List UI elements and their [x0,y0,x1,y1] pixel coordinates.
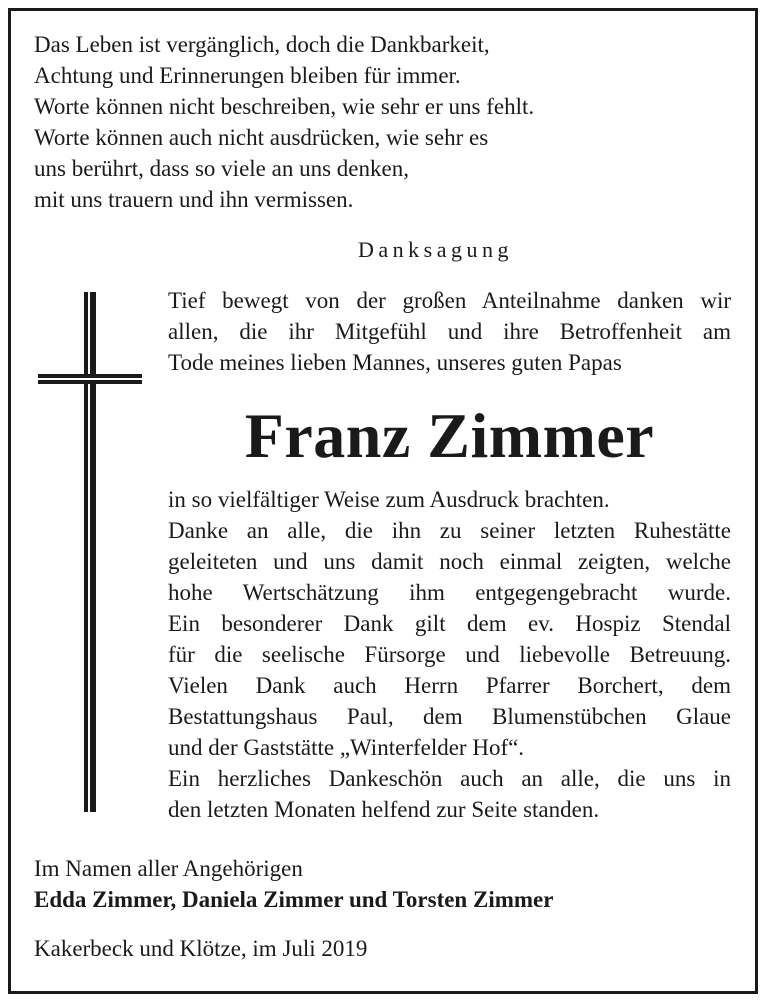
poem-line: uns berührt, dass so viele an uns denken, [34,156,409,181]
signature-names: Edda Zimmer, Daniela Zimmer und Torsten Zimmer [34,887,554,912]
memorial-poem [34,29,534,215]
cross-icon [36,290,146,814]
body-line: Danke an alle, die ihn zu seiner letzten Ruhestätte [168,518,731,543]
intro-line: Tief bewegt von der großen Anteilnahme danken wir [168,288,731,313]
notice-heading: Danksagung [358,237,513,262]
place-date: Kakerbeck und Klötze, im Juli 2019 [34,936,368,961]
body-line: Bestattungshaus Paul, dem Blumenstübchen Glaue [168,704,731,729]
intro-line: Tode meines lieben Mannes, unseres guten Papas [168,350,622,375]
poem-line: Das Leben ist vergänglich, doch die Dankbarkeit, [34,32,490,57]
body-line: hohe Wertschätzung ihm entgegengebracht wurde. [168,580,731,605]
body-line: geleiteten und uns damit noch einmal zeigten, welche [168,549,731,574]
intro-line: allen, die ihr Mitgefühl und ihre Betroffenheit am [168,319,731,344]
deceased-name: Franz Zimmer [244,400,655,471]
poem-line: mit uns trauern und ihn vermissen. [34,187,354,212]
body-line: Vielen Dank auch Herrn Pfarrer Borchert, dem [168,673,731,698]
body-line: in so vielfältiger Weise zum Ausdruck brachten. [168,487,610,512]
thanks-paragraph [168,484,731,825]
intro-paragraph [168,285,731,378]
body-line: Ein herzliches Dankeschön auch an alle, die uns in [168,766,731,791]
body-line: für die seelische Fürsorge und liebevolle Betreuung. [168,642,731,667]
poem-line: Worte können auch nicht ausdrücken, wie sehr es [34,125,489,150]
poem-line: Worte können nicht beschreiben, wie sehr er uns fehlt. [34,94,535,119]
signature-preface: Im Namen aller Angehörigen [34,856,303,881]
body-line: und der Gaststätte „Winterfelder Hof“. [168,735,525,760]
body-line: den letzten Monaten helfend zur Seite standen. [168,797,600,822]
body-line: Ein besonderer Dank gilt dem ev. Hospiz Stendal [168,611,731,636]
poem-line: Achtung und Erinnerungen bleiben für immer. [34,63,461,88]
